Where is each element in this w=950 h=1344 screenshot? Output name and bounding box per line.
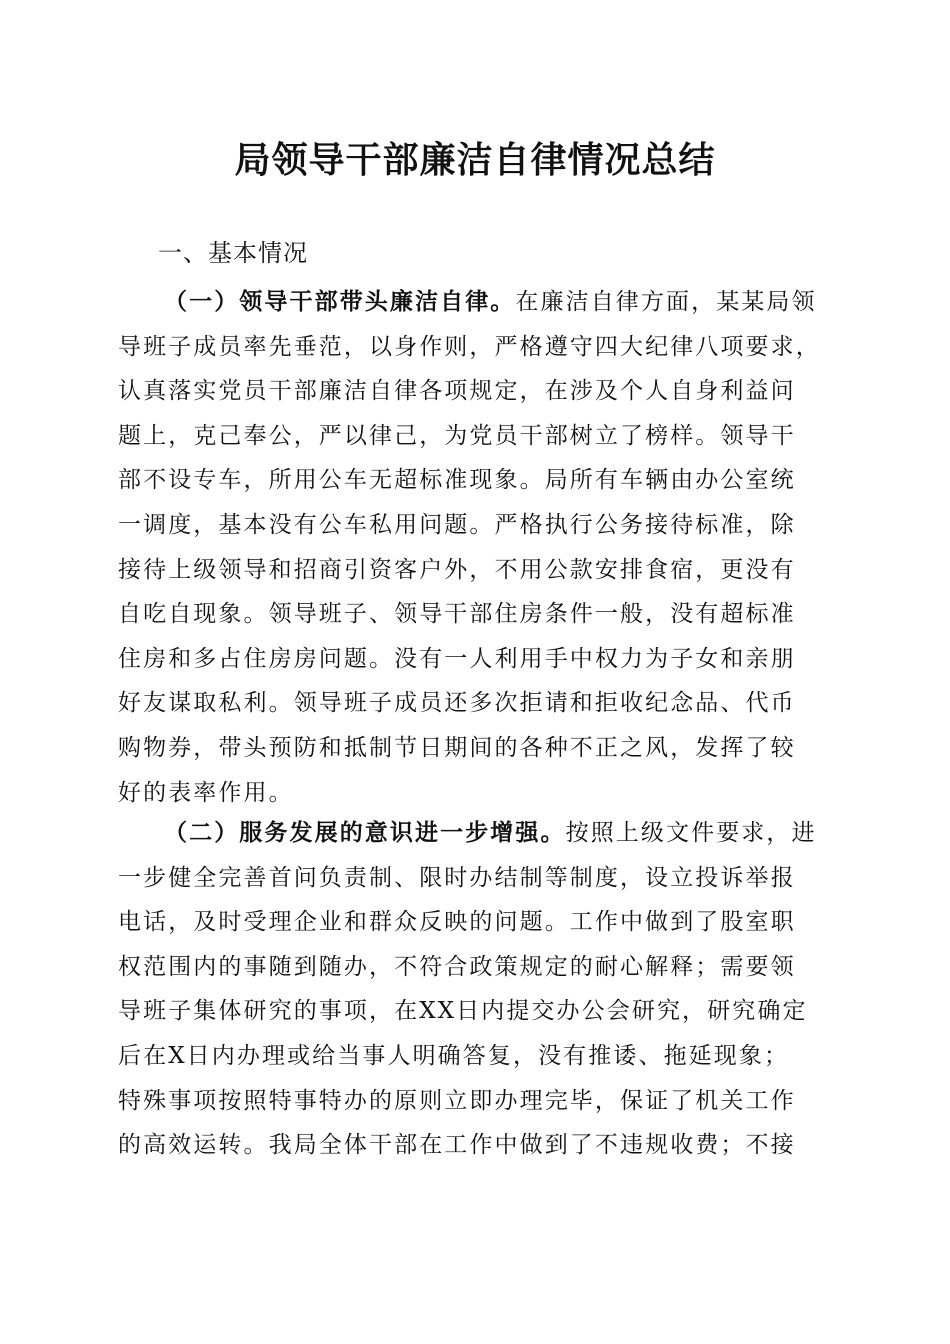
paragraph-1-line: 好的表率作用。 xyxy=(118,779,294,806)
paragraph-1 xyxy=(118,280,830,815)
section-heading: 一、基本情况 xyxy=(158,239,308,267)
paragraph-1-line: 部不设专车，所用公车无超标准现象。局所有车辆由办公室统 xyxy=(118,467,796,494)
paragraph-2-line-1-text: 按照上级文件要求，进 xyxy=(565,820,817,846)
paragraph-2-line: 导班子集体研究的事项，在XX日内提交办公会研究，研究确定 xyxy=(118,998,808,1025)
paragraph-2-line: 后在X日内办理或给当事人明确答复，没有推诿、拖延现象； xyxy=(118,1042,790,1069)
document-title: 局领导干部廉洁自律情况总结 xyxy=(234,139,716,181)
paragraph-1-line: 购物券，带头预防和抵制节日期间的各种不正之风，发挥了较 xyxy=(118,734,796,761)
paragraph-2-line: 特殊事项按照特事特办的原则立即办理完毕，保证了机关工作 xyxy=(118,1087,796,1114)
paragraph-2-line: 的高效运转。我局全体干部在工作中做到了不违规收费；不接 xyxy=(118,1132,796,1159)
paragraph-2 xyxy=(118,811,830,1168)
paragraph-1-line: 导班子成员率先垂范，以身作则，严格遵守四大纪律八项要求， xyxy=(118,333,821,360)
paragraph-2-lead: （二）服务发展的意识进一步增强。 xyxy=(164,820,566,846)
paragraph-1-lead: （一）领导干部带头廉洁自律。 xyxy=(164,289,516,315)
paragraph-1-line: 住房和多占住房房问题。没有一人利用手中权力为子女和亲朋 xyxy=(118,645,796,672)
paragraph-2-line: 一步健全完善首问负责制、限时办结制等制度，设立投诉举报 xyxy=(118,864,796,891)
paragraph-2-line: 权范围内的事随到随办，不符合政策规定的耐心解释；需要领 xyxy=(118,953,796,980)
paragraph-2-line-1 xyxy=(118,811,830,856)
paragraph-1-line: 一调度，基本没有公车私用问题。严格执行公务接待标准，除 xyxy=(118,511,796,538)
paragraph-1-line: 好友谋取私利。领导班子成员还多次拒请和拒收纪念品、代币 xyxy=(118,690,796,717)
paragraph-1-line-1 xyxy=(118,280,830,325)
paragraph-1-line: 自吃自现象。领导班子、领导干部住房条件一般，没有超标准 xyxy=(118,601,796,628)
paragraph-1-line: 认真落实党员干部廉洁自律各项规定，在涉及个人自身利益问 xyxy=(118,378,796,405)
paragraph-1-line: 题上，克己奉公，严以律己，为党员干部树立了榜样。领导干 xyxy=(118,422,796,449)
paragraph-2-line: 电话，及时受理企业和群众反映的问题。工作中做到了股室职 xyxy=(118,909,796,936)
paragraph-1-line-1-text: 在廉洁自律方面，某某局领 xyxy=(515,289,817,315)
paragraph-1-line: 接待上级领导和招商引资客户外，不用公款安排食宿，更没有 xyxy=(118,556,796,583)
